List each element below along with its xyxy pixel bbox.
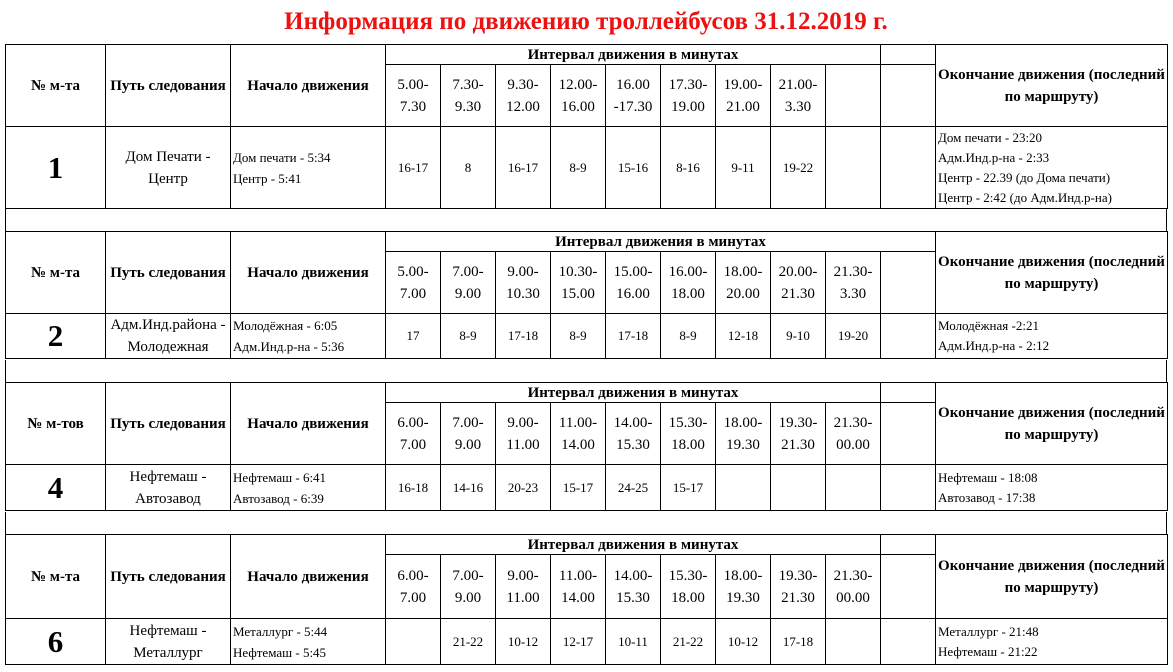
end-times [936, 127, 1168, 209]
path-header: Путь следования [106, 232, 231, 314]
interval-cell: 12-18 [716, 314, 771, 359]
time-range: 21.30-00.00 [826, 403, 881, 465]
route-number: 4 [6, 465, 106, 511]
interval-cell: 19-22 [771, 127, 826, 209]
interval-cell: 9-10 [771, 314, 826, 359]
route-path: Дом Печати - Центр [106, 127, 231, 209]
separator [5, 209, 1167, 231]
time-range: 9.00-11.00 [496, 555, 551, 619]
time-range: 5.00-7.00 [386, 252, 441, 314]
start-header: Начало движения [231, 535, 386, 619]
start-times [231, 127, 386, 209]
interval-cell: 21-22 [441, 619, 496, 665]
end-line: Нефтемаш - 18:08 [938, 469, 1038, 485]
path-header: Путь следования [106, 45, 231, 127]
start-header: Начало движения [231, 232, 386, 314]
end-line: Центр - 2:42 (до Адм.Инд.р-на) [938, 189, 1112, 205]
end-line: Адм.Инд.р-на - 2:33 [938, 149, 1050, 165]
interval-cell: 20-23 [496, 465, 551, 511]
interval-cell: 15-17 [551, 465, 606, 511]
end-line: Дом печати - 23:20 [938, 129, 1043, 145]
interval-header: Интервал движения в минутах [386, 232, 936, 252]
start-line: Металлург - 5:44 [233, 623, 328, 639]
time-range: 7.00-9.00 [441, 555, 496, 619]
page-title: Информация по движению троллейбусов 31.12.2019 г. [284, 8, 888, 35]
time-range: 15.30-18.00 [661, 555, 716, 619]
path-header: Путь следования [106, 383, 231, 465]
time-range: 18.00-19.30 [716, 403, 771, 465]
time-range: 21.30-00.00 [826, 555, 881, 619]
start-header: Начало движения [231, 45, 386, 127]
time-range: 16.00-18.00 [661, 252, 716, 314]
time-range: 14.00-15.30 [606, 555, 661, 619]
time-range: 9.00-10.30 [496, 252, 551, 314]
interval-cell: 10-12 [716, 619, 771, 665]
route-path: Нефтемаш - Автозавод [106, 465, 231, 511]
start-line: Адм.Инд.р-на - 5:36 [233, 339, 345, 354]
interval-cell: 16-18 [386, 465, 441, 511]
route-number: 1 [6, 127, 106, 209]
interval-cell: 10-11 [606, 619, 661, 665]
start-times [231, 465, 386, 511]
end-line: Металлург - 21:48 [938, 623, 1039, 639]
interval-cell: 8-9 [661, 314, 716, 359]
time-range: 19.30-21.30 [771, 403, 826, 465]
path-header: Путь следования [106, 535, 231, 619]
end-line: Адм.Инд.р-на - 2:12 [938, 338, 1050, 353]
end-header: Окончание движения (последний по маршруту) [936, 232, 1168, 314]
interval-cell: 8-9 [441, 314, 496, 359]
time-range: 16.00 -17.30 [606, 65, 661, 127]
interval-cell: 17-18 [606, 314, 661, 359]
time-range: 15.00-16.00 [606, 252, 661, 314]
route-table-6 [5, 534, 1168, 665]
interval-cell: 17-18 [496, 314, 551, 359]
route-table-2 [5, 231, 1168, 359]
route-number-header: № м-та [6, 45, 106, 127]
interval-cell: 16-17 [386, 127, 441, 209]
start-line: Центр - 5:41 [233, 170, 302, 186]
time-range: 18.00-19.30 [716, 555, 771, 619]
time-range: 10.30-15.00 [551, 252, 606, 314]
end-line: Молодёжная -2:21 [938, 318, 1039, 333]
interval-cell [826, 465, 881, 511]
route-table-4 [5, 382, 1168, 511]
interval-header: Интервал движения в минутах [386, 45, 881, 65]
time-range: 11.00-14.00 [551, 403, 606, 465]
time-range: 11.00-14.00 [551, 555, 606, 619]
route-table-1 [5, 44, 1168, 209]
interval-cell: 10-12 [496, 619, 551, 665]
route-number-header: № м-та [6, 535, 106, 619]
end-times [936, 314, 1168, 359]
interval-cell: 14-16 [441, 465, 496, 511]
start-header: Начало движения [231, 383, 386, 465]
interval-cell: 15-17 [661, 465, 716, 511]
interval-cell [716, 465, 771, 511]
interval-cell [826, 127, 881, 209]
time-range: 6.00-7.00 [386, 555, 441, 619]
start-times [231, 314, 386, 359]
time-range: 20.00-21.30 [771, 252, 826, 314]
time-range [826, 65, 881, 127]
time-range: 7.00-9.00 [441, 403, 496, 465]
interval-cell: 15-16 [606, 127, 661, 209]
interval-cell: 8-9 [551, 314, 606, 359]
interval-header: Интервал движения в минутах [386, 535, 881, 555]
route-path: Адм.Инд.района - Молодежная [106, 314, 231, 359]
time-range: 17.30-19.00 [661, 65, 716, 127]
start-line: Автозавод - 6:39 [233, 490, 324, 506]
start-line: Нефтемаш - 6:41 [233, 469, 327, 485]
interval-cell [826, 619, 881, 665]
end-header: Окончание движения (последний по маршруту) [936, 45, 1168, 127]
interval-cell: 17 [386, 314, 441, 359]
interval-cell: 12-17 [551, 619, 606, 665]
route-path: Нефтемаш - Металлург [106, 619, 231, 665]
interval-cell [771, 465, 826, 511]
interval-cell: 24-25 [606, 465, 661, 511]
interval-cell: 21-22 [661, 619, 716, 665]
end-times [936, 465, 1168, 511]
route-number-header: № м-та [6, 232, 106, 314]
time-range: 9.30-12.00 [496, 65, 551, 127]
time-range: 7.00-9.00 [441, 252, 496, 314]
time-range: 19.30-21.30 [771, 555, 826, 619]
end-line: Автозавод - 17:38 [938, 489, 1036, 505]
interval-cell: 8-9 [551, 127, 606, 209]
time-range: 7.30-9.30 [441, 65, 496, 127]
start-line: Нефтемаш - 5:45 [233, 644, 327, 660]
start-times [231, 619, 386, 665]
end-header: Окончание движения (последний по маршруту) [936, 383, 1168, 465]
time-range: 6.00-7.00 [386, 403, 441, 465]
end-line: Центр - 22.39 (до Дома печати) [938, 169, 1111, 185]
end-line: Нефтемаш - 21:22 [938, 643, 1038, 659]
interval-cell: 8-16 [661, 127, 716, 209]
time-range: 9.00-11.00 [496, 403, 551, 465]
interval-cell: 17-18 [771, 619, 826, 665]
time-range: 15.30-18.00 [661, 403, 716, 465]
start-line: Молодёжная - 6:05 [233, 318, 338, 333]
time-range: 21.00-3.30 [771, 65, 826, 127]
separator [5, 512, 1167, 534]
time-range: 14.00-15.30 [606, 403, 661, 465]
interval-cell: 19-20 [826, 314, 881, 359]
route-number: 2 [6, 314, 106, 359]
interval-cell [386, 619, 441, 665]
time-range: 18.00-20.00 [716, 252, 771, 314]
interval-cell: 16-17 [496, 127, 551, 209]
time-range: 12.00-16.00 [551, 65, 606, 127]
route-number: 6 [6, 619, 106, 665]
end-header: Окончание движения (последний по маршруту) [936, 535, 1168, 619]
interval-cell: 8 [441, 127, 496, 209]
time-range: 21.30-3.30 [826, 252, 881, 314]
start-line: Дом печати - 5:34 [233, 149, 331, 165]
interval-header: Интервал движения в минутах [386, 383, 881, 403]
time-range: 5.00-7.30 [386, 65, 441, 127]
interval-cell: 9-11 [716, 127, 771, 209]
route-number-header: № м-тов [6, 383, 106, 465]
end-times [936, 619, 1168, 665]
separator [5, 360, 1167, 382]
time-range: 19.00-21.00 [716, 65, 771, 127]
